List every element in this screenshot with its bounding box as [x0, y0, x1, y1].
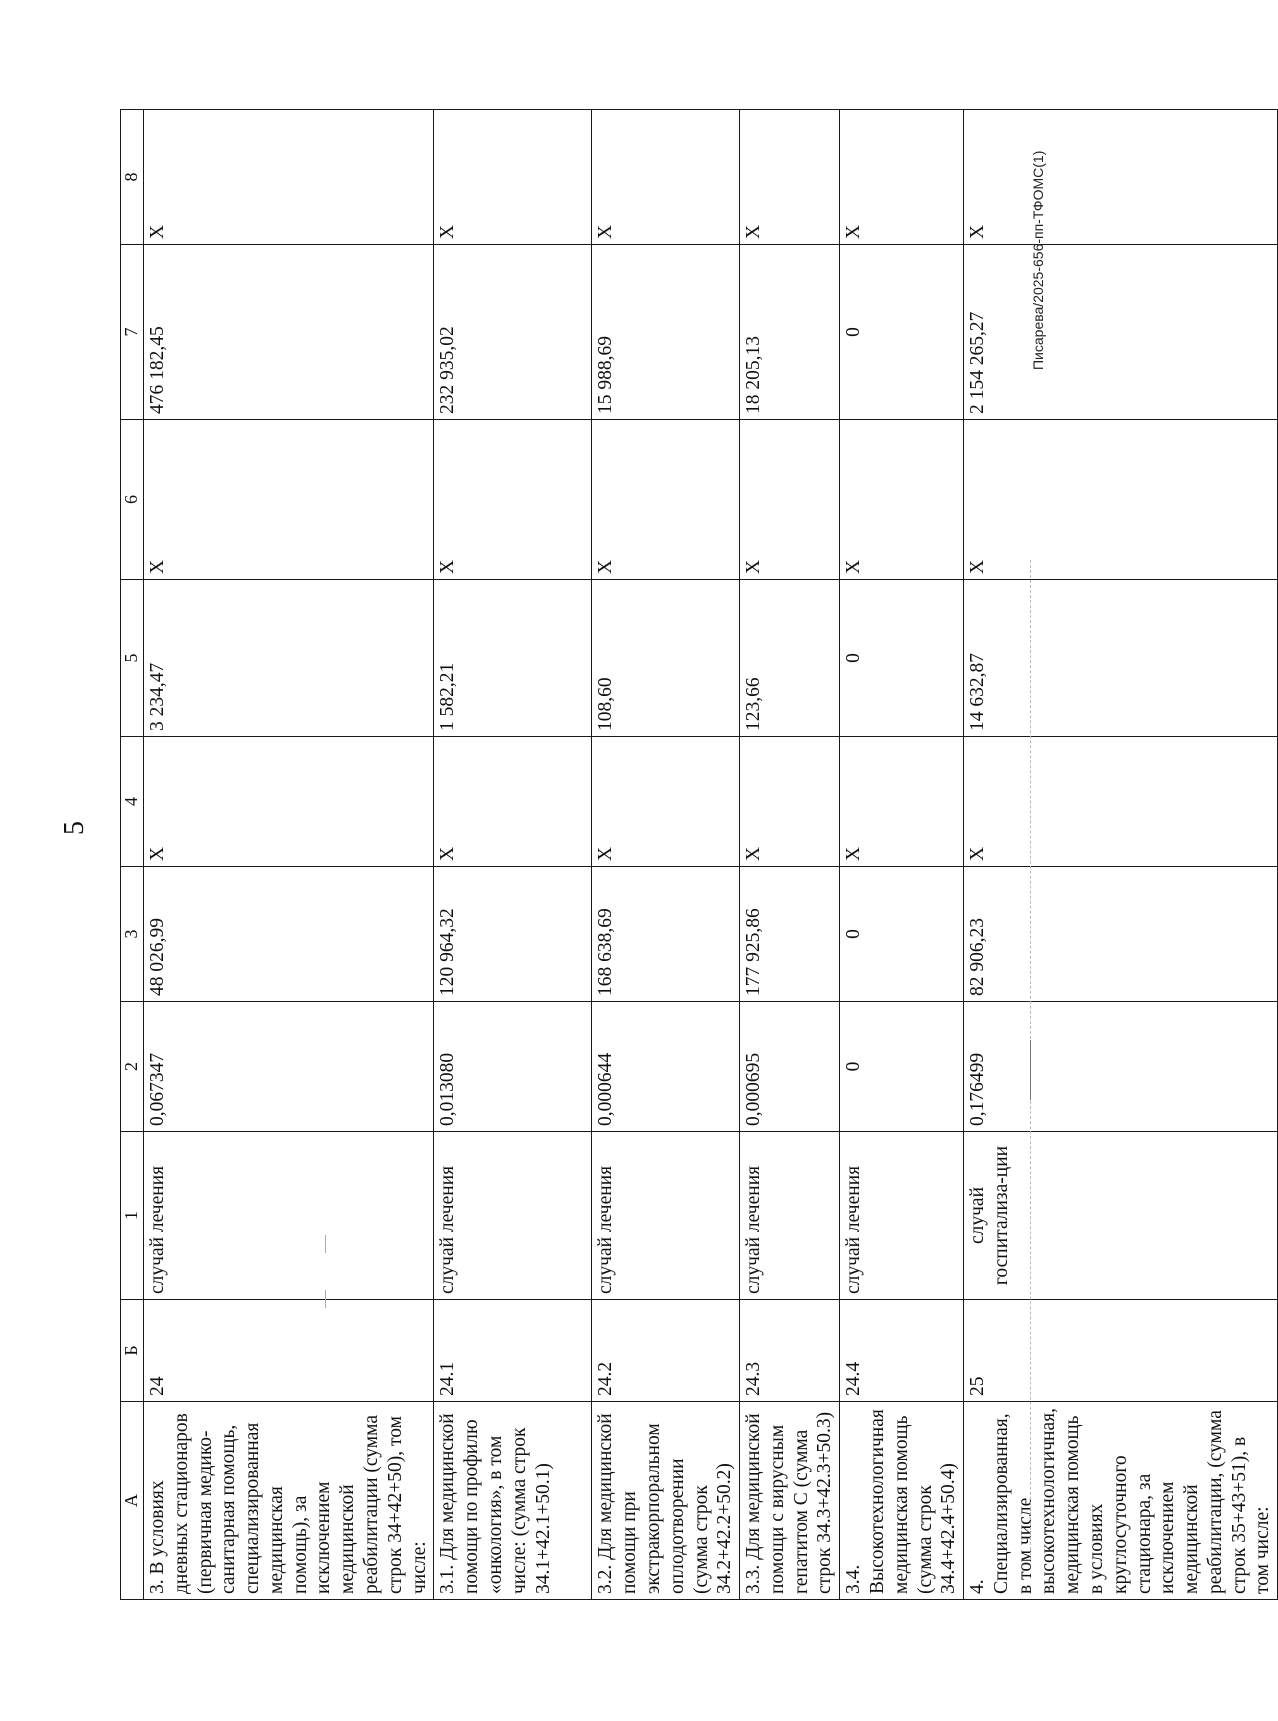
unit-cell: случай госпитализа-ции	[964, 1132, 1278, 1300]
volume-norm-cell: 0,176499	[964, 1002, 1278, 1132]
row-description: 3.3. Для медицинской помощи с вирусным гепатитом С (сумма строк 34.3+42.3+50.3)	[740, 1402, 840, 1600]
row-code: 24.4	[840, 1300, 964, 1402]
cost-norm-cell: 0	[840, 867, 964, 1002]
col7-cell: 476 182,45	[144, 245, 434, 420]
unit-cell: случай лечения	[434, 1132, 592, 1300]
unit-cell: случай лечения	[592, 1132, 740, 1300]
col7-cell: 15 988,69	[592, 245, 740, 420]
col8-cell: Х	[144, 110, 434, 245]
row-description: 4. Специализированная, в том числе высокотехнологичная, медицинская помощь в условиях круглосуточного стационара, за исключением медицинской реабилитации, (сумма строк 35+43+51), в том числе:	[964, 1402, 1278, 1600]
table-row	[592, 110, 740, 1600]
unit-cell: случай лечения	[144, 1132, 434, 1300]
row-description: 3. В условиях дневных стационаров (первичная медико-санитарная помощь, специализированная медицинская помощь), за исключением медицинской реабилитации (сумма строк 34+42+50), том числе:	[144, 1402, 434, 1600]
column-header-8: 8	[121, 110, 144, 245]
row-description: 3.2. Для медицинской помощи при экстракорпоральном оплодотворении (сумма строк 34.2+42.2+50.2)	[592, 1402, 740, 1600]
col7-cell: 232 935,02	[434, 245, 592, 420]
col6-cell: Х	[740, 420, 840, 580]
column-header-3: 3	[121, 867, 144, 1002]
col8-cell: Х	[434, 110, 592, 245]
col6-cell: Х	[840, 420, 964, 580]
volume-norm-cell: 0	[840, 1002, 964, 1132]
rotated-table-container	[120, 110, 1274, 1600]
volume-norm-cell: 0,067347	[144, 1002, 434, 1132]
row-description: 3.4. Высокотехнологичная медицинская помощь (сумма строк 34.4+42.4+50.4)	[840, 1402, 964, 1600]
row-code: 24.3	[740, 1300, 840, 1402]
column-header-1: 1	[121, 1132, 144, 1300]
cost-norm-cell: 177 925,86	[740, 867, 840, 1002]
footer-signature: Писарева/2025-656-пп-ТФОМС(1)	[1030, 150, 1046, 370]
col5-cell: 3 234,47	[144, 580, 434, 737]
col8-cell: Х	[840, 110, 964, 245]
table-row	[144, 110, 434, 1600]
col8-cell: Х	[964, 110, 1278, 245]
scan-mark	[325, 1290, 326, 1308]
col7-cell: 0	[840, 245, 964, 420]
col4-cell: Х	[592, 737, 740, 867]
data-table	[120, 109, 1278, 1600]
column-header-a: А	[121, 1402, 144, 1600]
col4-cell: Х	[964, 737, 1278, 867]
unit-cell: случай лечения	[740, 1132, 840, 1300]
row-code: 25	[964, 1300, 1278, 1402]
table-row	[964, 110, 1278, 1600]
volume-norm-cell: 0,000644	[592, 1002, 740, 1132]
row-code: 24.1	[434, 1300, 592, 1402]
col8-cell: Х	[740, 110, 840, 245]
col6-cell: Х	[144, 420, 434, 580]
col5-cell: 1 582,21	[434, 580, 592, 737]
col5-cell: 108,60	[592, 580, 740, 737]
column-header-4: 4	[121, 737, 144, 867]
page-number: 5	[59, 821, 90, 835]
row-code: 24.2	[592, 1300, 740, 1402]
col4-cell: Х	[144, 737, 434, 867]
cost-norm-cell: 120 964,32	[434, 867, 592, 1002]
col5-cell: 123,66	[740, 580, 840, 737]
col4-cell: Х	[434, 737, 592, 867]
col4-cell: Х	[840, 737, 964, 867]
volume-norm-cell: 0,013080	[434, 1002, 592, 1132]
scan-mark	[325, 1235, 326, 1253]
unit-cell: случай лечения	[840, 1132, 964, 1300]
table-row	[740, 110, 840, 1600]
table-row	[434, 110, 592, 1600]
table-row	[840, 110, 964, 1600]
column-header-5: 5	[121, 580, 144, 737]
col4-cell: Х	[740, 737, 840, 867]
col7-cell: 18 205,13	[740, 245, 840, 420]
col8-cell: Х	[592, 110, 740, 245]
cost-norm-cell: 48 026,99	[144, 867, 434, 1002]
column-header-b: Б	[121, 1300, 144, 1402]
header-row	[121, 110, 144, 1600]
col5-cell: 0	[840, 580, 964, 737]
col5-cell: 14 632,87	[964, 580, 1278, 737]
cost-norm-cell: 82 906,23	[964, 867, 1278, 1002]
row-code: 24	[144, 1300, 434, 1402]
scan-mark	[1030, 1040, 1031, 1100]
col6-cell: Х	[592, 420, 740, 580]
column-header-6: 6	[121, 420, 144, 580]
col7-cell: 2 154 265,27	[964, 245, 1278, 420]
volume-norm-cell: 0,000695	[740, 1002, 840, 1132]
col6-cell: Х	[964, 420, 1278, 580]
row-description: 3.1. Для медицинской помощи по профилю «онкология», в том числе: (сумма строк 34.1+42.1+50.1)	[434, 1402, 592, 1600]
col6-cell: Х	[434, 420, 592, 580]
cost-norm-cell: 168 638,69	[592, 867, 740, 1002]
column-header-7: 7	[121, 245, 144, 420]
column-header-2: 2	[121, 1002, 144, 1132]
